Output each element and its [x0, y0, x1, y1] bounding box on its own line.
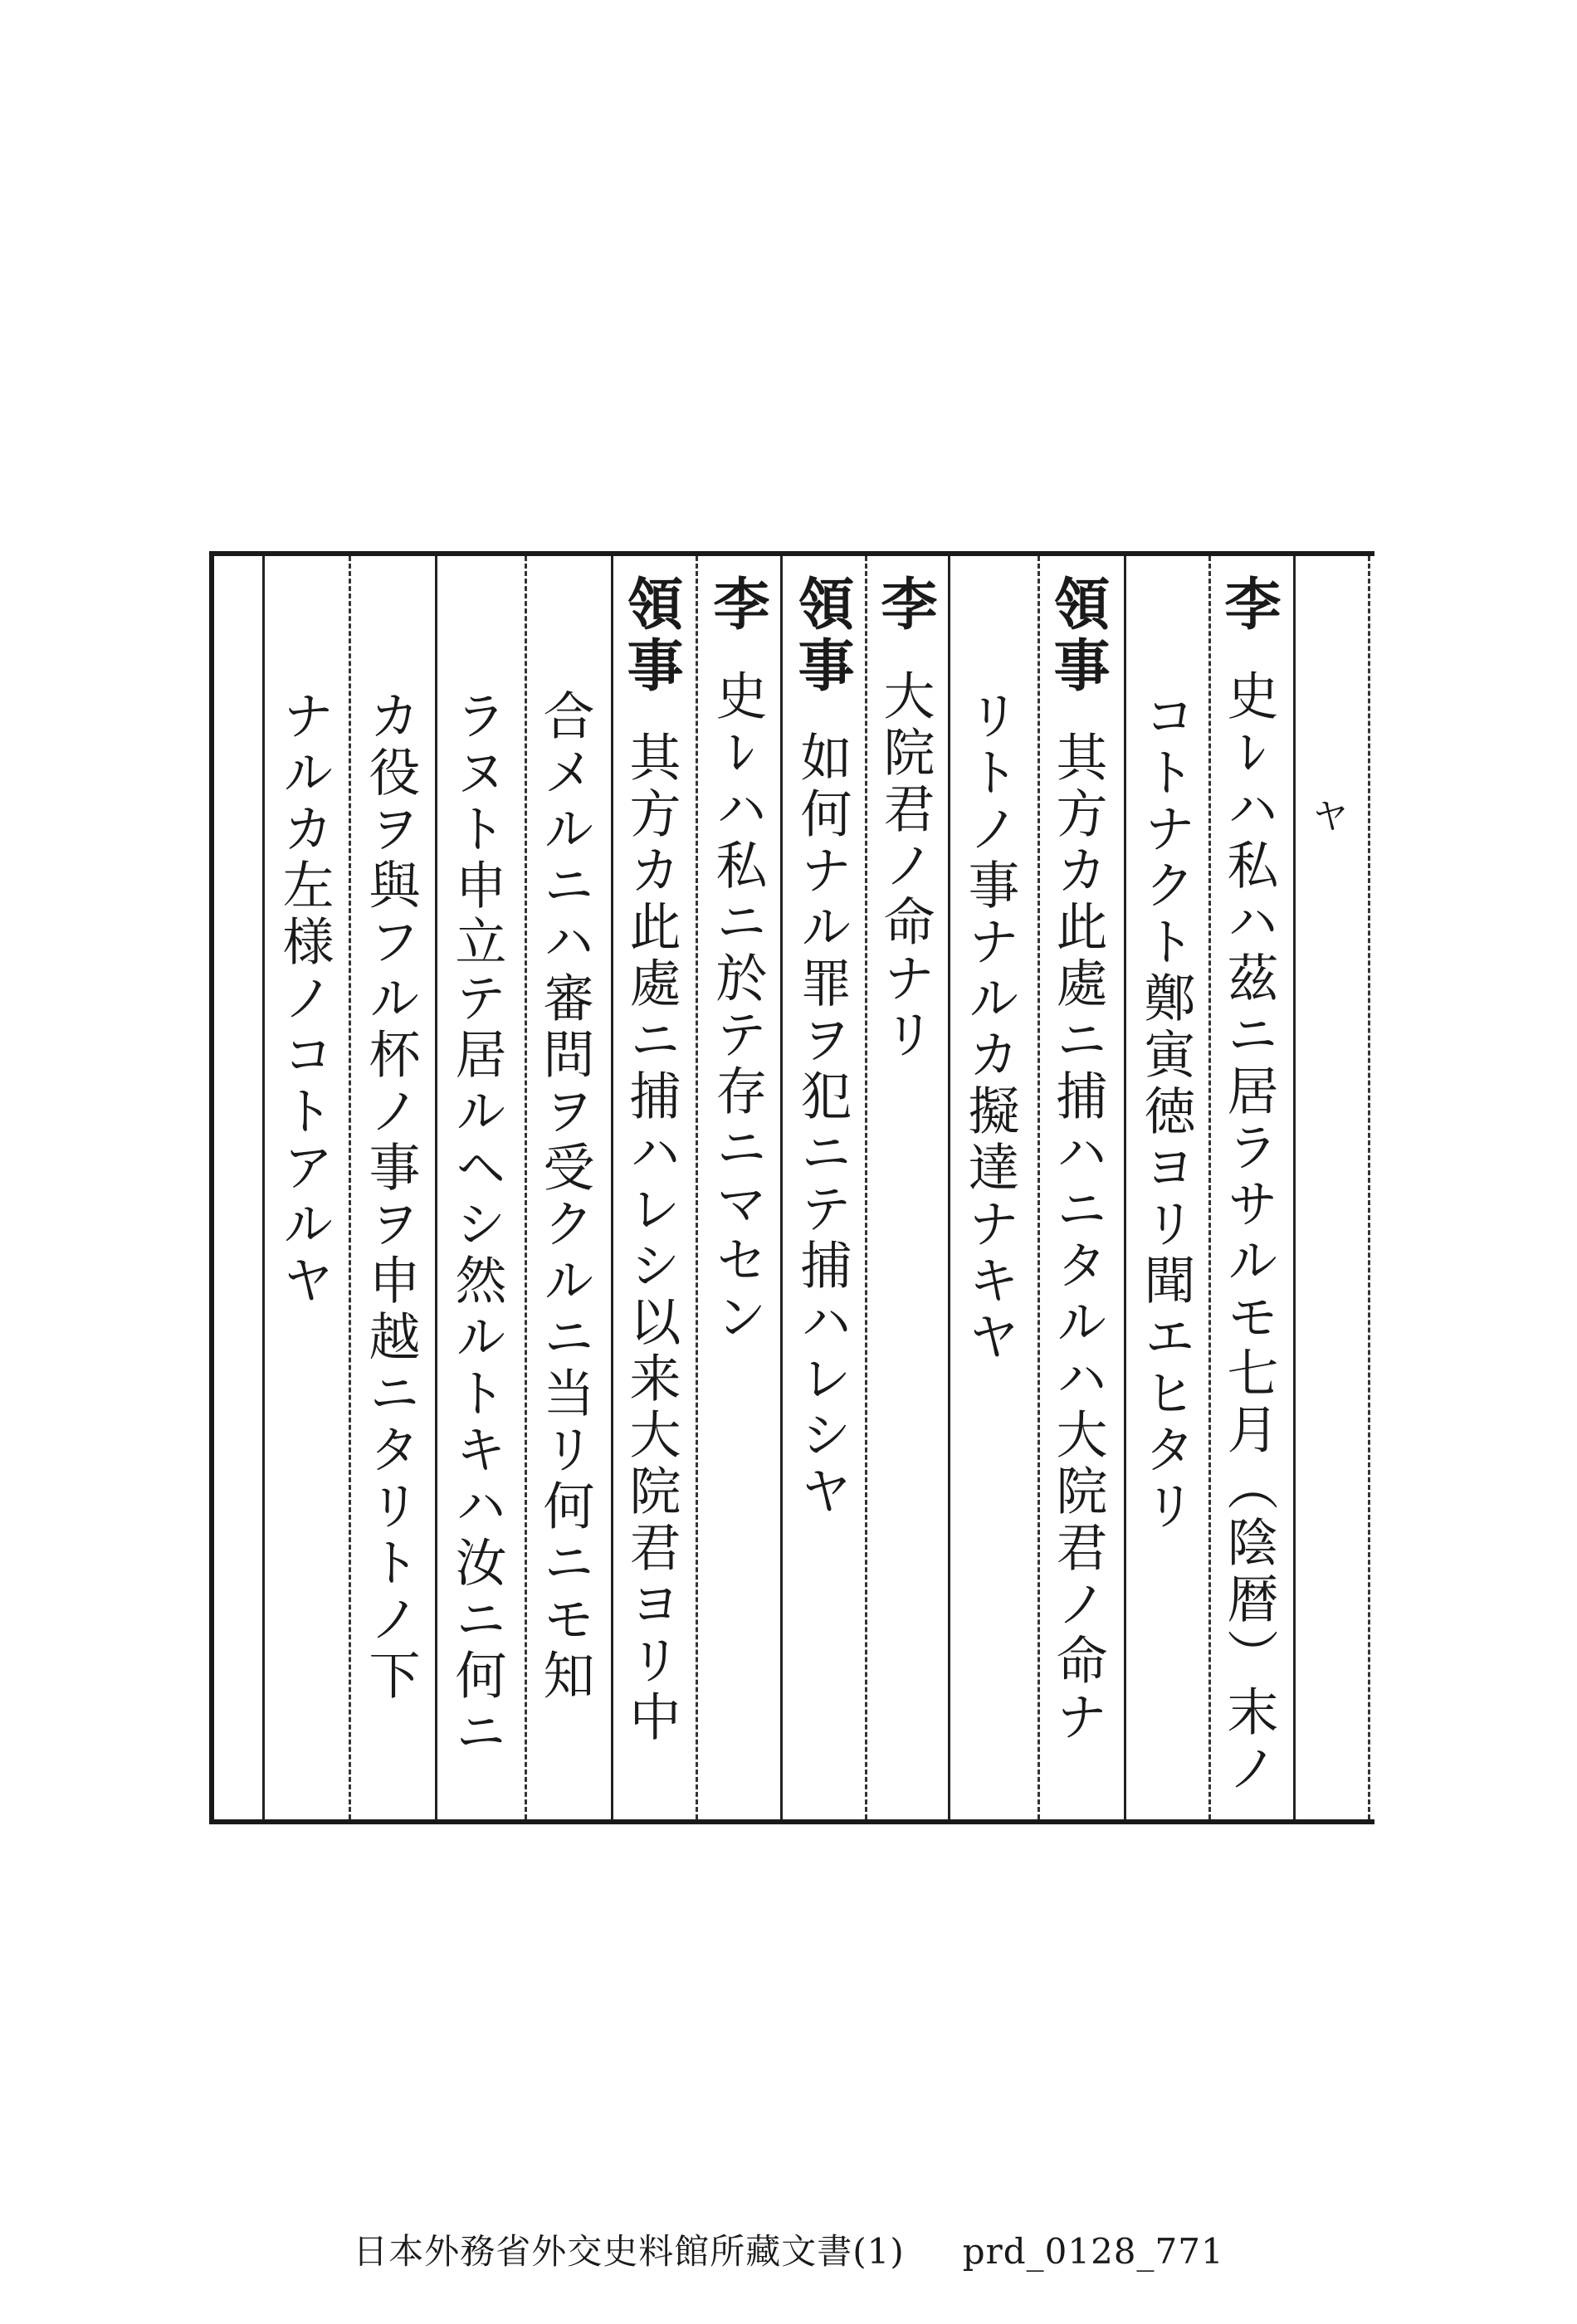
text-column	[1125, 689, 1205, 1917]
speaker-label: 李	[1215, 574, 1282, 636]
speaker-label: 領事	[1044, 574, 1111, 697]
text-column	[782, 574, 862, 1803]
text-column	[525, 689, 604, 1917]
column-text: 史ﾚハ私ニ於テ存ニマセン	[707, 669, 768, 1346]
column-text: 其方カ此處ニ捕ハニタルハ大院君ノ命ナ	[1047, 730, 1108, 1746]
column-text: 其方カ此處ニ捕ハレシ以来大院君ヨリ中	[621, 730, 681, 1746]
column-text: ラヌト申立テ居ルヘシ然ルトキハ汝ニ何ニ	[447, 689, 507, 1761]
speaker-label: 李	[872, 574, 938, 636]
column-text: ナルカ左様ノコトアルヤ	[274, 689, 334, 1310]
column-text: コトナクト鄭寅徳ヨリ聞エヒタリ	[1135, 689, 1196, 1536]
speaker-label: 領事	[788, 574, 855, 697]
collection-caption: 日本外務省外交史料館所藏文書(1)	[353, 2231, 905, 2272]
text-column	[264, 689, 344, 1917]
document-reference: prd_0128_771	[962, 2231, 1224, 2272]
speaker-label: 領事	[618, 574, 684, 697]
column-rule	[1293, 556, 1296, 1819]
text-column	[1208, 574, 1288, 1803]
column-text: カ役ヲ與フル杯ノ事ヲ申越ニタリトノ下	[360, 689, 421, 1705]
column-text: 大院君ノ命ナリ	[875, 669, 935, 1064]
column-rule	[1368, 556, 1370, 1819]
column-text: 合メルニハ審問ヲ受クルニ当リ何ニモ知	[535, 689, 595, 1705]
manuscript-frame	[212, 551, 1374, 1824]
page-footer	[0, 2224, 1577, 2274]
text-column	[865, 574, 945, 1803]
frame-left-border	[209, 551, 214, 1824]
column-text: 史ﾚハ私ハ茲ニ居ラサルモ七月（陰暦）末ノ	[1218, 669, 1279, 1798]
text-column	[950, 689, 1029, 1917]
text-column	[611, 574, 691, 1803]
text-column	[437, 689, 516, 1917]
column-text: 如何ナル罪ヲ犯ニテ捕ハレシヤ	[792, 730, 852, 1521]
column-text: リトノ事ナルカ擬達ナキヤ	[959, 689, 1020, 1366]
margin-note: ヤ	[1306, 797, 1348, 833]
text-column	[350, 689, 430, 1917]
text-column	[1038, 574, 1117, 1803]
text-column	[697, 574, 777, 1803]
speaker-label: 李	[704, 574, 770, 636]
